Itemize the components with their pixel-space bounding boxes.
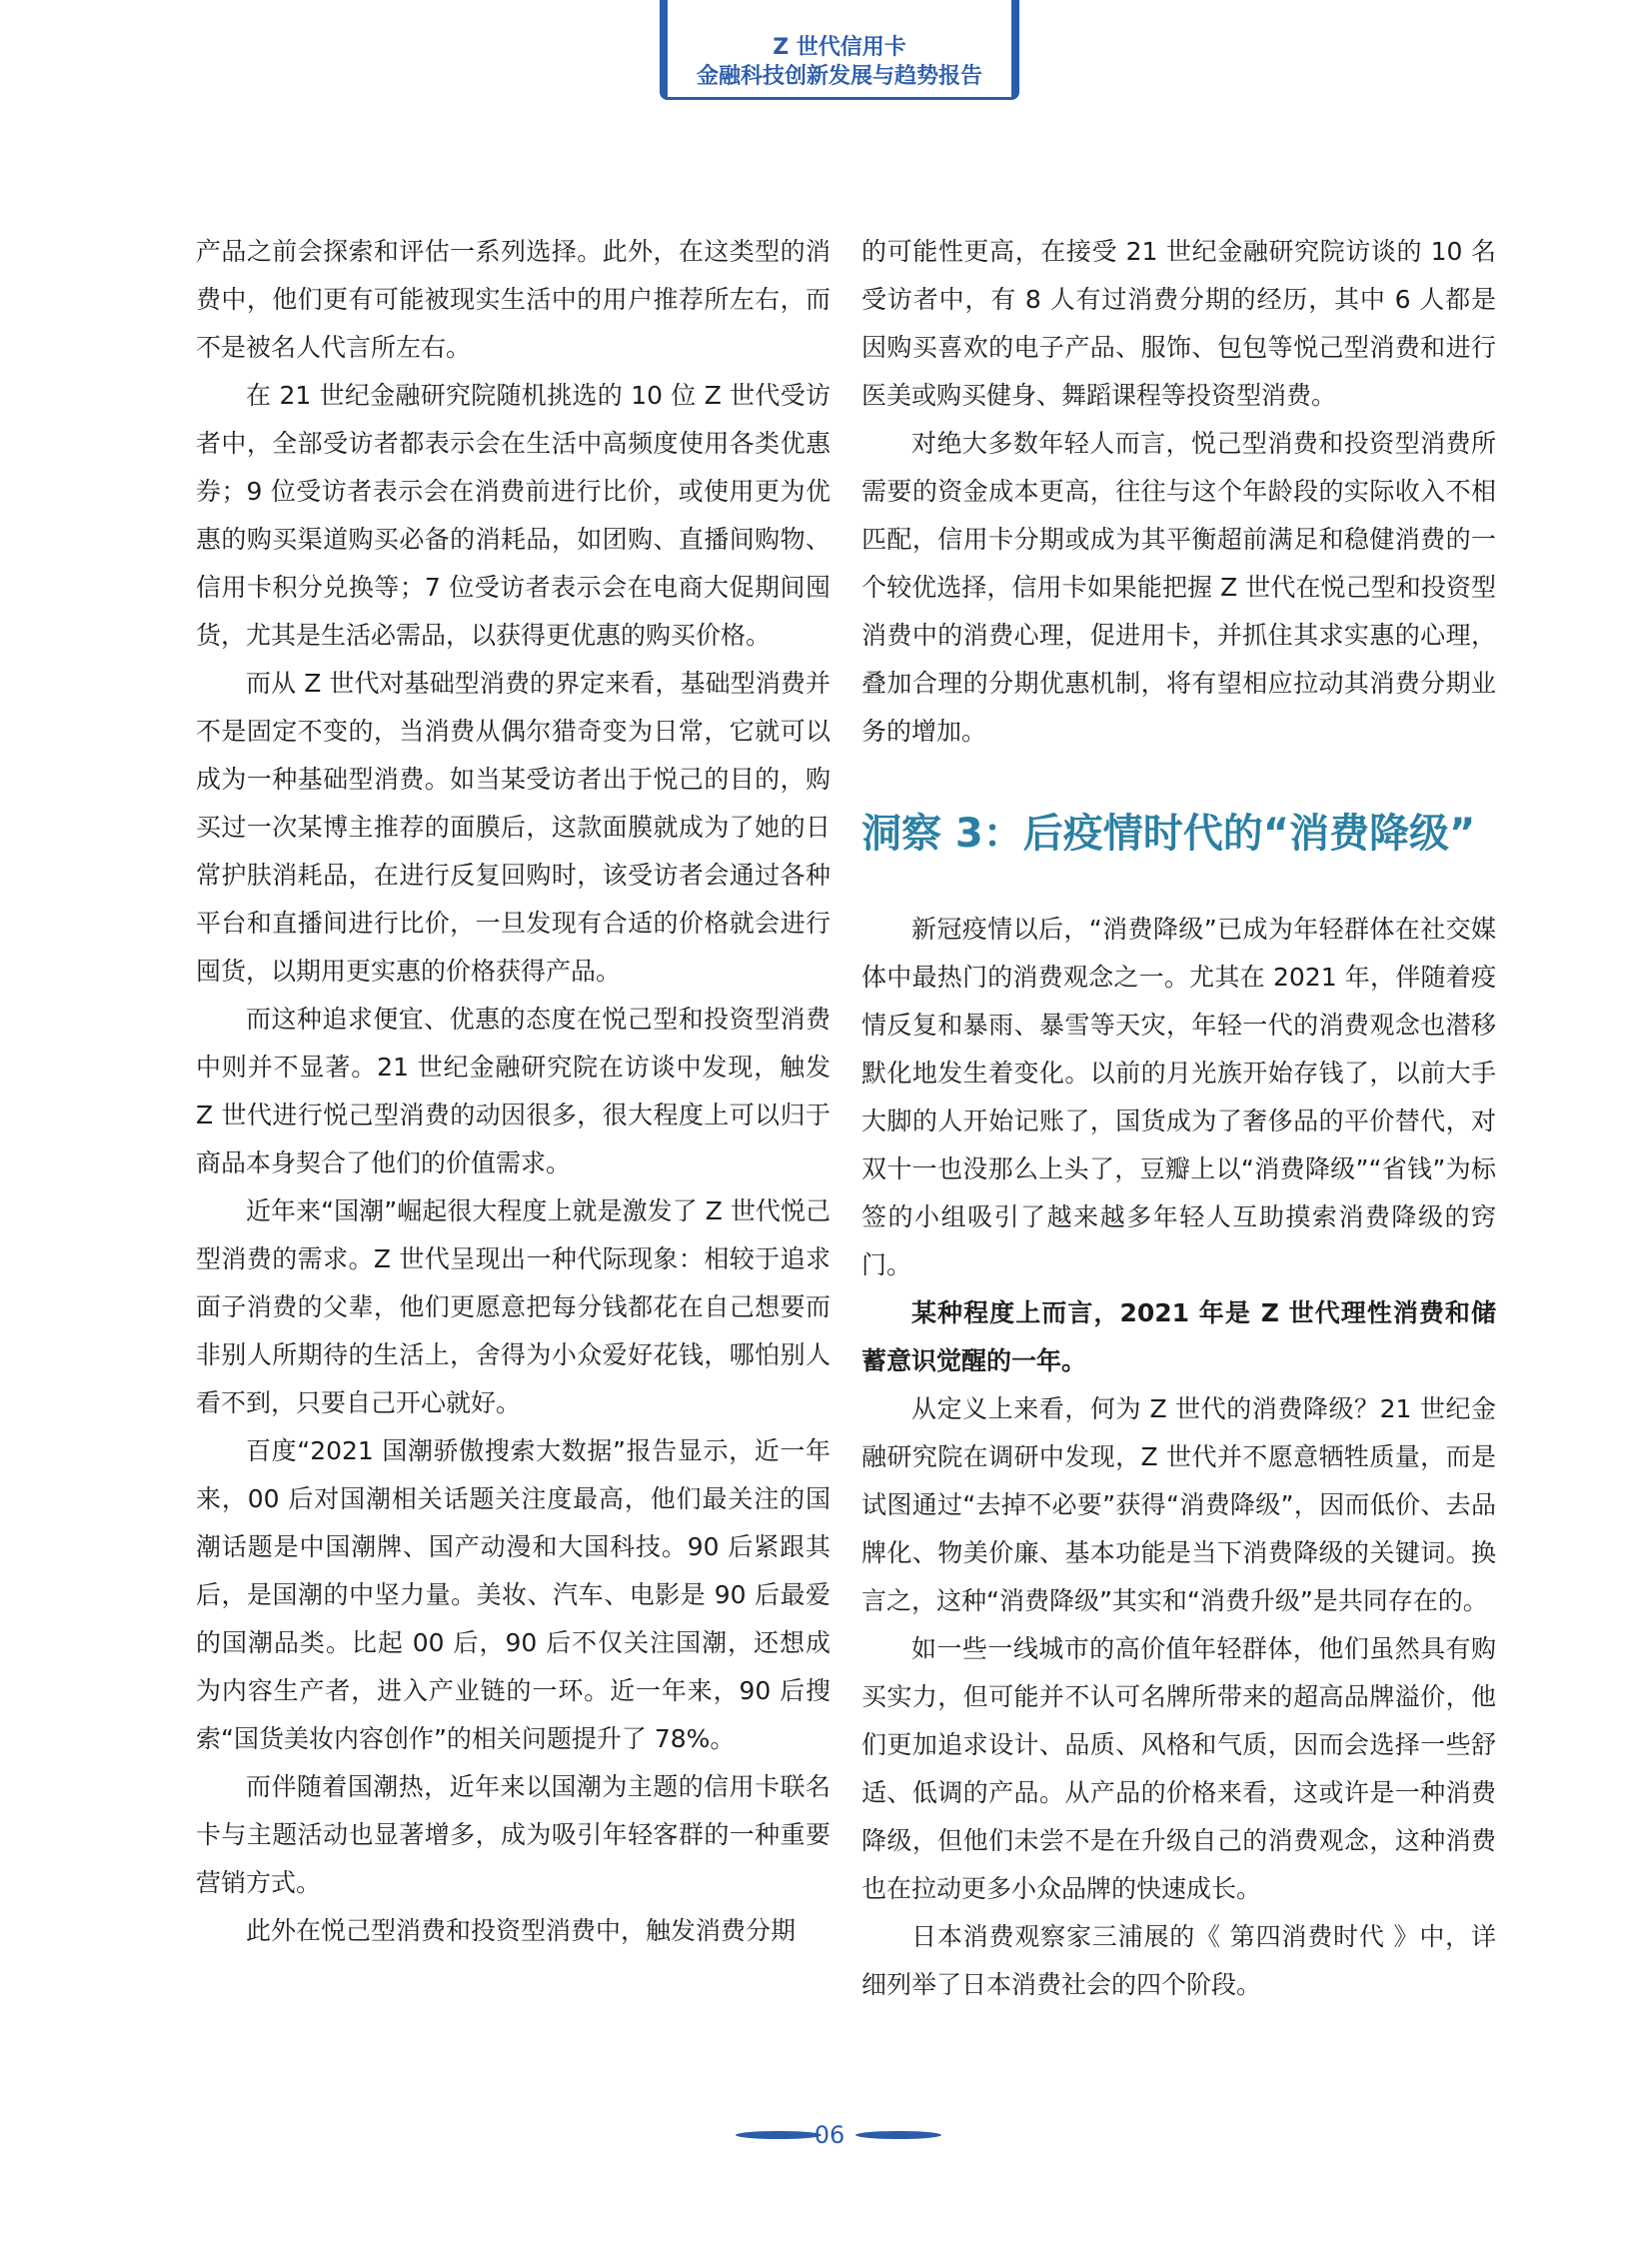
header-title-line2: 金融科技创新发展与趋势报告 xyxy=(696,64,982,89)
page-number: 06 xyxy=(814,2121,845,2149)
paragraph: 从定义上来看，何为 Z 世代的消费降级？21 世纪金融研究院在调研中发现，Z 世代并不愿意牺牲质量，而是试图通过“去掉不必要”获得“消费降级”，因而低价、去品牌化、物美价廉、基本功能是当下消费降级的关键词。换言之，这种“消费降级”其实和“消费升级”是共同存在的。 xyxy=(861,1394,1496,1615)
paragraph: 近年来“国潮”崛起很大程度上就是激发了 Z 世代悦己型消费的需求。Z 世代呈现出一种代际现象：相较于追求面子消费的父辈，他们更愿意把每分钱都花在自己想要而非别人所期待的生活上，舍得为小众爱好花钱，哪怕别人看不到，只要自己开心就好。 xyxy=(196,1196,830,1417)
paragraph: 新冠疫情以后，“消费降级”已成为年轻群体在社交媒体中最热门的消费观念之一。尤其在 2021 年，伴随着疫情反复和暴雨、暴雪等天灾，年轻一代的消费观念也潜移默化地发生着变化。以前的月光族开始存钱了，以前大手大脚的人开始记账了，国货成为了奢侈品的平价替代，对双十一也没那么上头了，豆瓣上以“消费降级”“省钱”为标签的小组吸引了越来越多年轻人互助摸索消费降级的窍门。 xyxy=(861,915,1496,1279)
paragraph: 产品之前会探索和评估一系列选择。此外，在这类型的消费中，他们更有可能被现实生活中的用户推荐所左右，而不是被名人代言所左右。 xyxy=(196,237,830,362)
paragraph: 如一些一线城市的高价值年轻群体，他们虽然具有购买实力，但可能并不认可名牌所带来的超高品牌溢价，他们更加追求设计、品质、风格和气质，因而会选择一些舒适、低调的产品。从产品的价格来看，这或许是一种消费降级，但他们未尝不是在升级自己的消费观念，这种消费也在拉动更多小众品牌的快速成长。 xyxy=(861,1634,1496,1903)
left-column xyxy=(196,228,830,1955)
paragraph: 此外在悦己型消费和投资型消费中，触发消费分期 xyxy=(246,1916,797,1945)
bold-paragraph: 某种程度上而言，2021 年是 Z 世代理性消费和储蓄意识觉醒的一年。 xyxy=(861,1298,1496,1375)
paragraph: 在 21 世纪金融研究院随机挑选的 10 位 Z 世代受访者中，全部受访者都表示会在生活中高频度使用各类优惠券；9 位受访者表示会在消费前进行比价，或使用更为优惠的购买渠道购买必备的消耗品，如团购、直播间购物、信用卡积分兑换等；7 位受访者表示会在电商大促期间囤货，尤其是生活必需品，以获得更优惠的购买价格。 xyxy=(196,381,830,650)
paragraph: 而这种追求便宜、优惠的态度在悦己型和投资型消费中则并不显著。21 世纪金融研究院在访谈中发现，触发 Z 世代进行悦己型消费的动因很多，很大程度上可以归于商品本身契合了他们的价值需求。 xyxy=(196,1005,830,1177)
right-column xyxy=(861,228,1496,2009)
paragraph: 百度“2021 国潮骄傲搜索大数据”报告显示，近一年来，00 后对国潮相关话题关注度最高，他们最关注的国潮话题是中国潮牌、国产动漫和大国科技。90 后紧跟其后，是国潮的中坚力量。美妆、汽车、电影是 90 后最爱的国潮品类。比起 00 后，90 后不仅关注国潮，还想成为内容生产者，进入产业链的一环。近一年来，90 后搜索“国货美妆内容创作”的相关问题提升了 78%。 xyxy=(196,1436,830,1753)
page-footer xyxy=(0,2117,1652,2157)
paragraph: 的可能性更高，在接受 21 世纪金融研究院访谈的 10 名受访者中，有 8 人有过消费分期的经历，其中 6 人都是因购买喜欢的电子产品、服饰、包包等悦己型消费和进行医美或购买健身、舞蹈课程等投资型消费。 xyxy=(861,237,1496,410)
paragraph: 对绝大多数年轻人而言，悦己型消费和投资型消费所需要的资金成本更高，往往与这个年龄段的实际收入不相匹配，信用卡分期或成为其平衡超前满足和稳健消费的一个较优选择，信用卡如果能把握 Z 世代在悦己型和投资型消费中的消费心理，促进用卡，并抓住其求实惠的心理，叠加合理的分期优惠机制，将有望相应拉动其消费分期业务的增加。 xyxy=(861,429,1496,746)
header-title-line1: Z 世代信用卡 xyxy=(773,35,906,60)
paragraph: 日本消费观察家三浦展的《 第四消费时代 》中，详细列举了日本消费社会的四个阶段。 xyxy=(861,1922,1496,1999)
paragraph: 而伴随着国潮热，近年来以国潮为主题的信用卡联名卡与主题活动也显著增多，成为吸引年轻客群的一种重要营销方式。 xyxy=(196,1772,830,1897)
paragraph: 而从 Z 世代对基础型消费的界定来看，基础型消费并不是固定不变的，当消费从偶尔猎奇变为日常，它就可以成为一种基础型消费。如当某受访者出于悦己的目的，购买过一次某博主推荐的面膜后，这款面膜就成为了她的日常护肤消耗品，在进行反复回购时，该受访者会通过各种平台和直播间进行比价，一旦发现有合适的价格就会进行囤货，以期用更实惠的价格获得产品。 xyxy=(196,669,830,986)
section-title: 洞察 3：后疫情时代的“消费降级” xyxy=(861,811,1476,857)
header-tab xyxy=(660,0,1019,100)
footer-decoration-right xyxy=(855,2131,941,2139)
